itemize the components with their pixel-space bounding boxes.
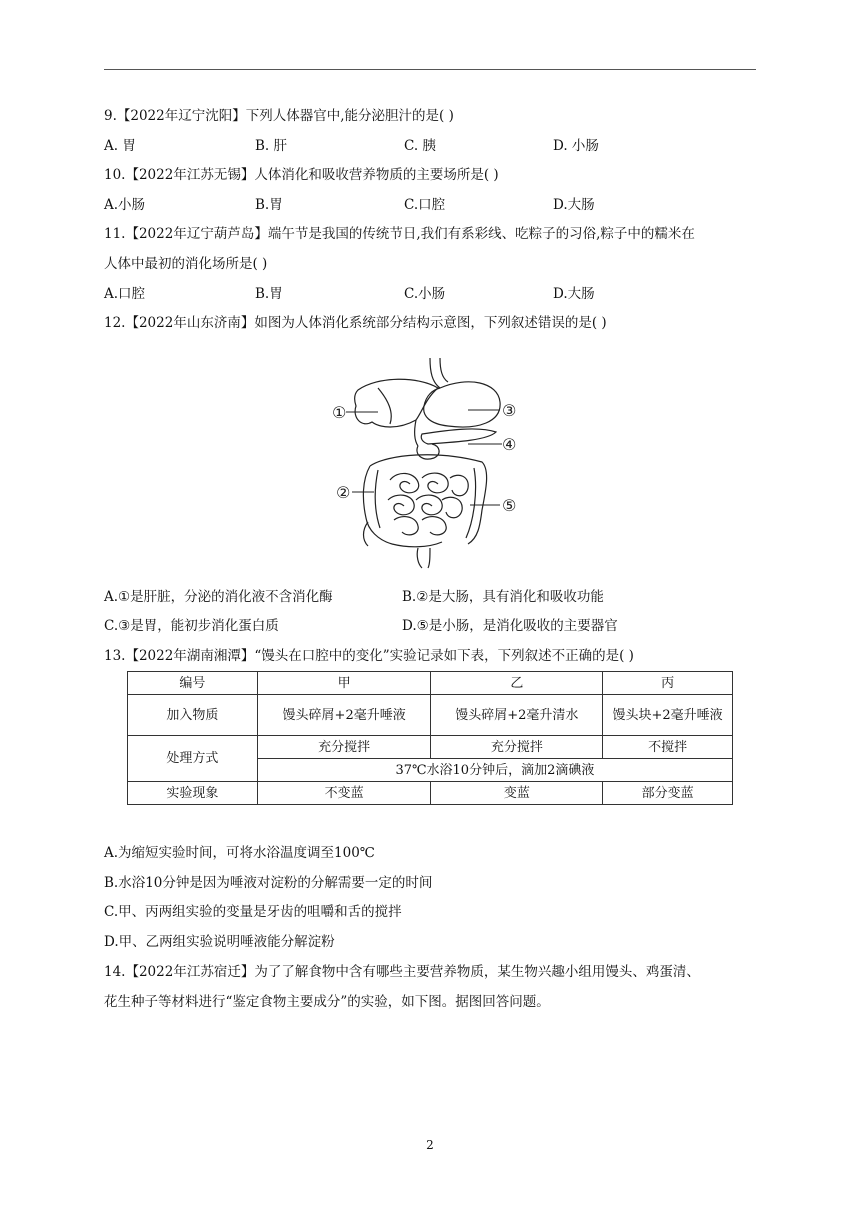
q10-options <box>104 193 756 213</box>
diagram-label-2: ② <box>336 483 351 502</box>
table-cell: 馒头碎屑+2毫升清水 <box>431 695 603 736</box>
q12-option-a[interactable]: A.①是肝脏，分泌的消化液不含消化酶 <box>104 589 333 605</box>
q12-options-row2 <box>104 614 756 634</box>
q9-option-d[interactable]: D. 小肠 <box>553 138 599 154</box>
q11-option-d[interactable]: D.大肠 <box>553 286 595 302</box>
diagram-label-4: ④ <box>502 435 517 454</box>
table-cell: 充分搅拌 <box>431 736 603 759</box>
q9-option-a[interactable]: A. 胃 <box>104 138 136 154</box>
digestive-system-diagram <box>318 350 528 570</box>
table-row-proc <box>128 736 733 759</box>
table-cell: 不搅拌 <box>603 736 733 759</box>
q12-option-c[interactable]: C.③是胃，能初步消化蛋白质 <box>104 618 279 634</box>
table-row-label: 实验现象 <box>128 782 258 805</box>
q13-option-c[interactable]: C.甲、丙两组实验的变量是牙齿的咀嚼和舌的搅拌 <box>104 904 402 920</box>
q11-stem-line2: 人体中最初的消化场所是( ) <box>104 256 268 272</box>
table-header-cell: 丙 <box>603 672 733 695</box>
table-row-result <box>128 782 733 805</box>
table-row-label: 加入物质 <box>128 695 258 736</box>
q9-stem: 9.【2022年辽宁沈阳】下列人体器官中,能分泌胆汁的是( ) <box>104 108 454 124</box>
q14-stem-line1: 14.【2022年江苏宿迁】为了了解食物中含有哪些主要营养物质，某生物兴趣小组用馒头、鸡蛋清、 <box>104 964 700 980</box>
table-cell: 部分变蓝 <box>603 782 733 805</box>
table-row-label: 处理方式 <box>128 736 258 782</box>
q12-stem: 12.【2022年山东济南】如图为人体消化系统部分结构示意图，下列叙述错误的是( ) <box>104 315 607 331</box>
q11-option-a[interactable]: A.口腔 <box>104 286 146 302</box>
q11-options <box>104 282 756 302</box>
table-header-cell: 甲 <box>257 672 431 695</box>
diagram-label-5: ⑤ <box>502 496 517 515</box>
q11-option-b[interactable]: B.胃 <box>255 286 283 302</box>
q9-options <box>104 134 756 154</box>
q13-option-b[interactable]: B.水浴10分钟是因为唾液对淀粉的分解需要一定的时间 <box>104 875 433 891</box>
q10-option-c[interactable]: C.口腔 <box>404 197 446 213</box>
q12-option-b[interactable]: B.②是大肠，具有消化和吸收功能 <box>402 589 604 605</box>
q9-option-c[interactable]: C. 胰 <box>404 138 436 154</box>
table-header-row <box>128 672 733 695</box>
page-number: 2 <box>426 1138 434 1152</box>
table-cell: 充分搅拌 <box>257 736 431 759</box>
header-rule <box>104 69 756 70</box>
table-cell: 馒头碎屑+2毫升唾液 <box>257 695 431 736</box>
table-cell: 变蓝 <box>431 782 603 805</box>
q10-option-a[interactable]: A.小肠 <box>104 197 146 213</box>
q13-option-a[interactable]: A.为缩短实验时间，可将水浴温度调至100℃ <box>104 845 375 861</box>
q11-option-c[interactable]: C.小肠 <box>404 286 446 302</box>
table-header-cell: 编号 <box>128 672 258 695</box>
table-header-cell: 乙 <box>431 672 603 695</box>
q10-stem: 10.【2022年江苏无锡】人体消化和吸收营养物质的主要场所是( ) <box>104 167 499 183</box>
experiment-table <box>127 671 733 805</box>
q14-stem-line2: 花生种子等材料进行“鉴定食物主要成分”的实验，如下图。据图回答问题。 <box>104 994 550 1010</box>
diagram-label-1: ① <box>332 403 347 422</box>
table-cell-merged: 37℃水浴10分钟后，滴加2滴碘液 <box>257 759 732 782</box>
diagram-label-3: ③ <box>502 401 517 420</box>
q10-option-d[interactable]: D.大肠 <box>553 197 595 213</box>
table-cell: 不变蓝 <box>257 782 431 805</box>
q12-options-row1 <box>104 585 756 605</box>
q9-option-b[interactable]: B. 肝 <box>255 138 288 154</box>
q12-option-d[interactable]: D.⑤是小肠，是消化吸收的主要器官 <box>402 618 618 634</box>
q10-option-b[interactable]: B.胃 <box>255 197 283 213</box>
table-cell: 馒头块+2毫升唾液 <box>603 695 733 736</box>
q11-stem-line1: 11.【2022年辽宁葫芦岛】端午节是我国的传统节日,我们有系彩线、吃粽子的习俗,粽子中的糯米在 <box>104 226 695 242</box>
table-row-add <box>128 695 733 736</box>
q13-stem: 13.【2022年湖南湘潭】“馒头在口腔中的变化”实验记录如下表，下列叙述不正确的是( ) <box>104 648 634 664</box>
q13-option-d[interactable]: D.甲、乙两组实验说明唾液能分解淀粉 <box>104 934 335 950</box>
